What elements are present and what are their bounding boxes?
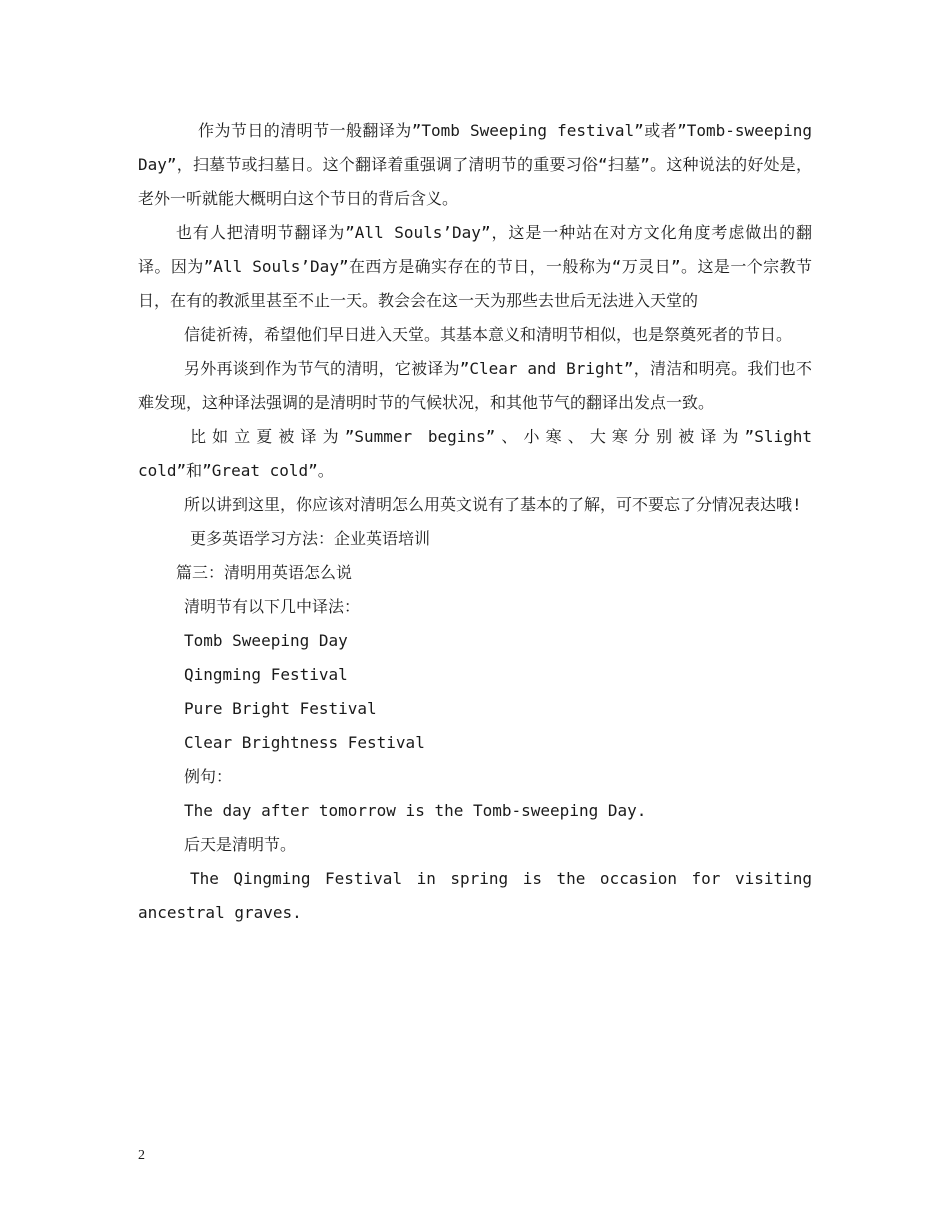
paragraph-summer-begins: 比如立夏被译为”Summer begins”、小寒、大寒分别被译为”Slight cold”和”Great cold”。 [138, 427, 812, 480]
translation-item: Clear Brightness Festival [184, 733, 425, 752]
example-label: 例句： [184, 767, 233, 786]
document-body [138, 114, 812, 930]
translation-item: Tomb Sweeping Day [184, 631, 348, 650]
paragraph-tomb-sweeping: 作为节日的清明节一般翻译为”Tomb Sweeping festival”或者”Tomb-sweeping Day”，扫墓节或扫墓日。这个翻译着重强调了清明节的重要习俗“扫墓”。这种说法的好处是，老外一听就能大概明白这个节日的背后含义。 [138, 121, 812, 208]
paragraph-believers-prayer: 信徒祈祷，希望他们早日进入天堂。其基本意义和清明节相似，也是祭奠死者的节日。 [184, 325, 793, 344]
section-heading: 篇三：清明用英语怎么说 [176, 563, 353, 582]
example-sentence-zh: 后天是清明节。 [184, 835, 297, 854]
example-sentence-en: The Qingming Festival in spring is the occasion for visiting ancestral graves. [138, 869, 812, 922]
paragraph-all-souls-day: 也有人把清明节翻译为”All Souls’Day”，这是一种站在对方文化角度考虑做出的翻译。因为”All Souls’Day”在西方是确实存在的节日，一般称为“万灵日”。这是一个宗教节日，在有的教派里甚至不止一天。教会会在这一天为那些去世后无法进入天堂的 [138, 223, 812, 310]
section-intro: 清明节有以下几中译法： [184, 597, 361, 616]
paragraph-summary: 所以讲到这里，你应该对清明怎么用英文说有了基本的了解，可不要忘了分情况表达哦! [184, 495, 802, 514]
page-number: 2 [138, 1148, 145, 1163]
translation-item: Qingming Festival [184, 665, 348, 684]
more-learning-link: 更多英语学习方法：企业英语培训 [190, 529, 431, 548]
paragraph-clear-and-bright: 另外再谈到作为节气的清明，它被译为”Clear and Bright”，清洁和明亮。我们也不难发现，这种译法强调的是清明时节的气候状况，和其他节气的翻译出发点一致。 [138, 359, 812, 412]
example-sentence-en: The day after tomorrow is the Tomb-sweeping Day. [184, 801, 647, 820]
translation-item: Pure Bright Festival [184, 699, 377, 718]
